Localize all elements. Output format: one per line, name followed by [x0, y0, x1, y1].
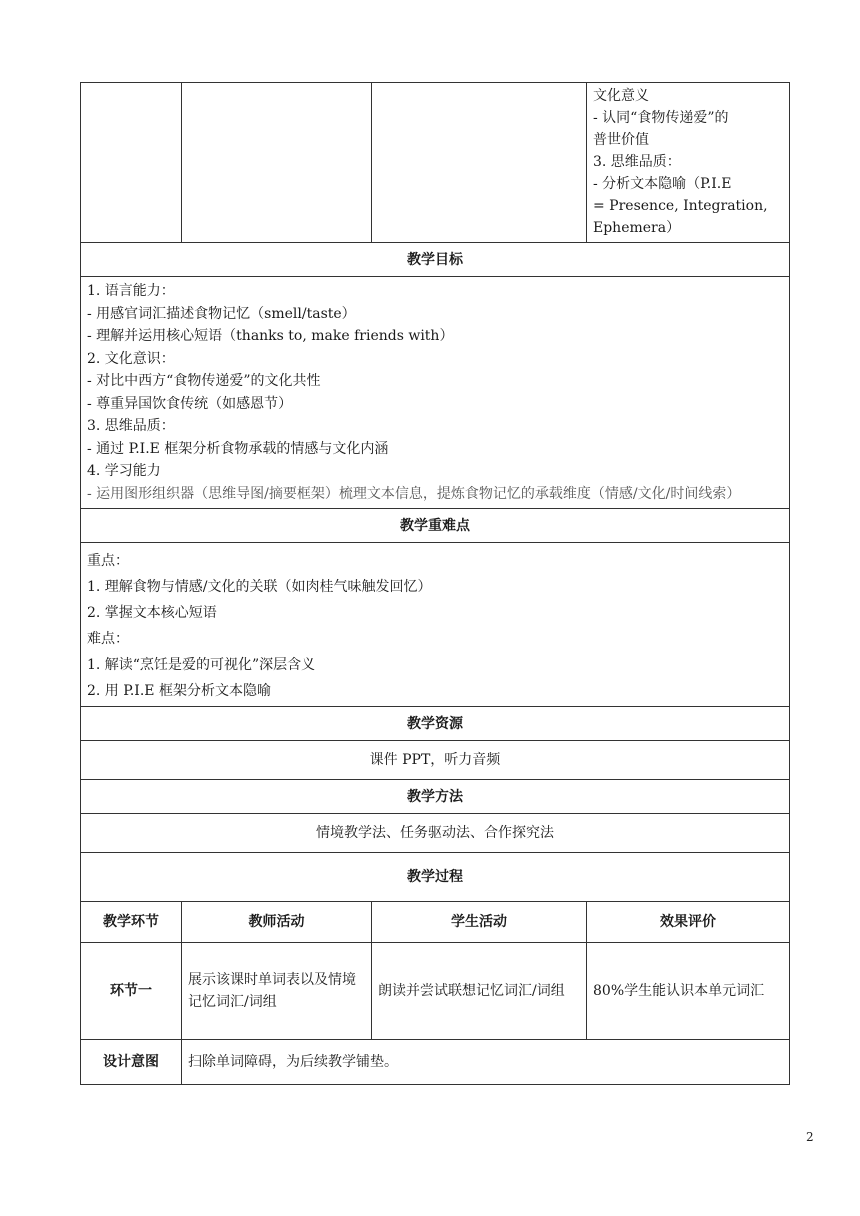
objective-line: 1. 语言能力： [87, 283, 175, 299]
continuation-line: 文化意义 [593, 88, 649, 104]
keypoints-content-row [81, 543, 790, 707]
objectives-content-row [81, 277, 790, 509]
objectives-title: 教学目标 [81, 243, 790, 277]
continuation-row [81, 83, 790, 243]
continuation-line: = Presence, Integration, [593, 198, 768, 214]
process-column-headers [81, 902, 790, 943]
process-title: 教学过程 [81, 853, 790, 902]
continuation-line: 3. 思维品质： [593, 154, 681, 170]
objective-line: - 尊重异国饮食传统（如感恩节） [87, 395, 293, 412]
methods-header-row [81, 780, 790, 814]
keypoints-title: 教学重难点 [81, 509, 790, 543]
keypoints-content [81, 543, 790, 707]
objective-line: 2. 文化意识： [87, 350, 175, 367]
methods-title: 教学方法 [81, 780, 790, 814]
keypoint-line: 2. 掌握文本核心短语 [87, 605, 217, 621]
student-activity [372, 943, 587, 1040]
resources-content-row [81, 741, 790, 780]
keypoints-header-row [81, 509, 790, 543]
resources-title: 教学资源 [81, 707, 790, 741]
keypoint-line: 难点： [87, 631, 129, 647]
objective-line: - 用感官词汇描述食物记忆（smell/taste） [87, 305, 356, 322]
resources-value: 课件 PPT，听力音频 [81, 741, 790, 780]
methods-value: 情境教学法、任务驱动法、合作探究法 [81, 814, 790, 853]
process-header-row [81, 853, 790, 902]
page-number: 2 [806, 1130, 814, 1144]
objective-line: - 对比中西方“食物传递爱”的文化共性 [87, 373, 321, 389]
continuation-line: 普世价值 [593, 132, 649, 148]
continuation-cell-3 [372, 83, 587, 243]
keypoint-line: 1. 解读“烹饪是爱的可视化”深层含义 [87, 657, 316, 673]
teacher-activity-text: 展示该课时单词表以及情境记忆词汇/词组 [188, 972, 356, 1010]
keypoint-line: 1. 理解食物与情感/文化的关联（如肉桂气味触发回忆） [87, 579, 432, 595]
column-header-evaluation: 效果评价 [587, 902, 790, 943]
design-intent-value: 扫除单词障碍，为后续教学铺垫。 [182, 1040, 790, 1085]
keypoint-line: 重点： [87, 553, 129, 569]
resources-header-row [81, 707, 790, 741]
continuation-line: - 认同“食物传递爱”的 [593, 110, 729, 126]
design-intent-label: 设计意图 [81, 1040, 182, 1085]
continuation-cell-1 [81, 83, 182, 243]
objective-line-learning: - 运用图形组织器（思维导图/摘要框架）梳理文本信息，提炼食物记忆的承载维度（情感/文化/时间线索） [87, 485, 741, 502]
methods-content-row [81, 814, 790, 853]
objectives-header-row [81, 243, 790, 277]
objective-line: - 通过 P.I.E 框架分析食物承载的情感与文化内涵 [87, 440, 389, 457]
continuation-cell-objectives [587, 83, 790, 243]
objectives-content [81, 277, 790, 509]
lesson-plan-table [80, 82, 790, 1085]
effect-evaluation [587, 943, 790, 1040]
continuation-line: - 分析文本隐喻（P.I.E [593, 176, 732, 192]
continuation-line: Ephemera） [593, 220, 681, 236]
objective-line: 4. 学习能力 [87, 463, 161, 479]
column-header-stage: 教学环节 [81, 902, 182, 943]
stage-one-row [81, 943, 790, 1040]
objective-line: 3. 思维品质： [87, 418, 175, 434]
design-intent-row [81, 1040, 790, 1085]
objective-line: - 理解并运用核心短语（thanks to, make friends with） [87, 328, 454, 344]
column-header-teacher: 教师活动 [182, 902, 372, 943]
effect-evaluation-text: 80%学生能认识本单元词汇 [593, 983, 765, 999]
column-header-student: 学生活动 [372, 902, 587, 943]
continuation-cell-2 [182, 83, 372, 243]
student-activity-text: 朗读并尝试联想记忆词汇/词组 [378, 983, 565, 999]
teacher-activity [182, 943, 372, 1040]
stage-label: 环节一 [81, 943, 182, 1040]
keypoint-line: 2. 用 P.I.E 框架分析文本隐喻 [87, 683, 271, 699]
